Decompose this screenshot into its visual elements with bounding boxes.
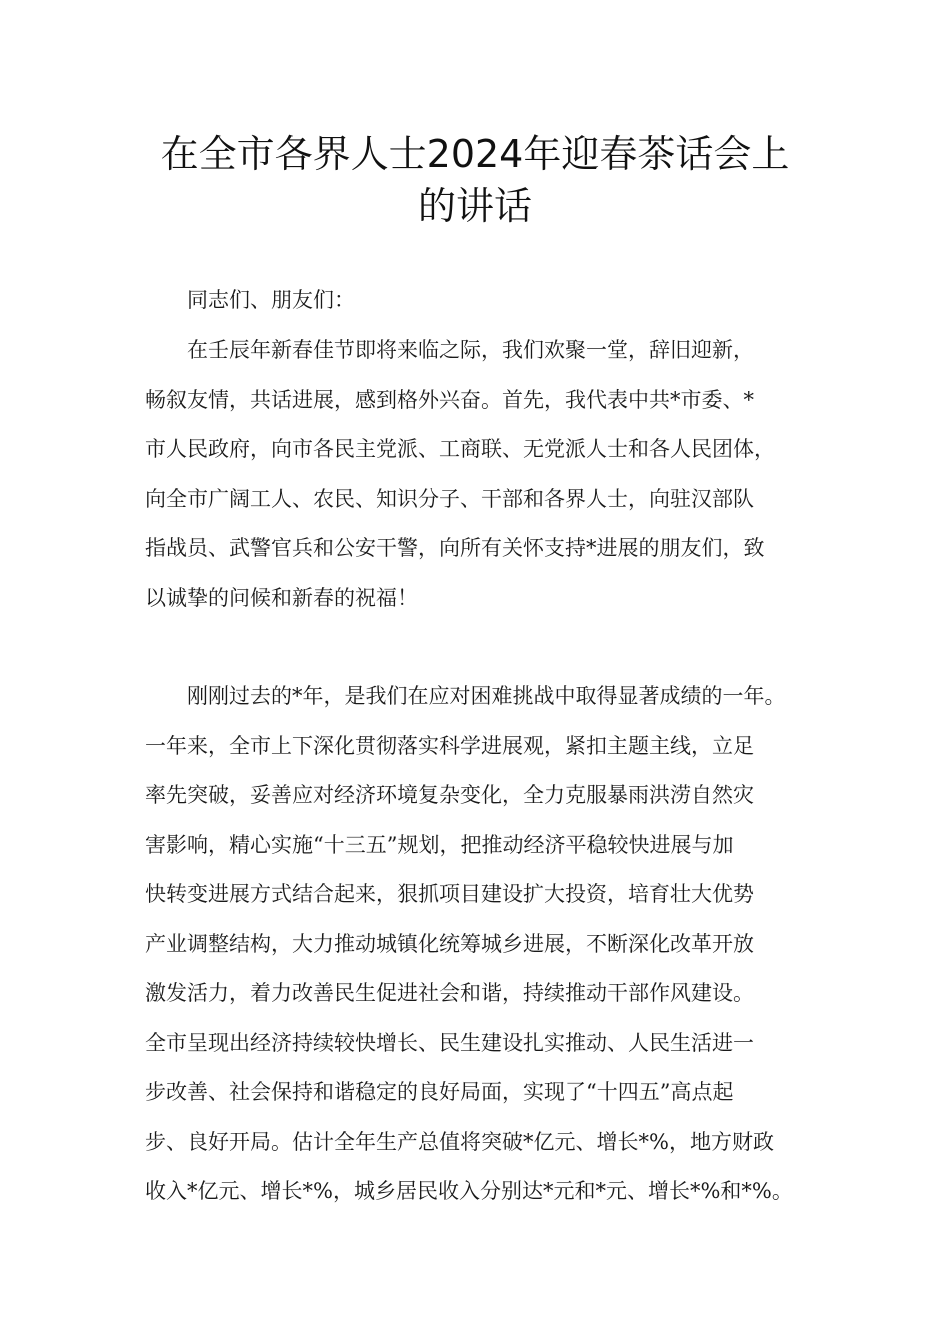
text-line: 步、良好开局。估计全年生产总值将突破*亿元、增长*%，地方财政 [145,1129,774,1154]
text-line: 向全市广阔工人、农民、知识分子、干部和各界人士，向驻汉部队 [145,486,754,511]
text-line: 一年来，全市上下深化贯彻落实科学进展观，紧扣主题主线，立足 [145,733,754,758]
text-line: 产业调整结构，大力推动城镇化统筹城乡进展，不断深化改革开放 [145,931,754,956]
text-line: 在壬辰年新春佳节即将来临之际，我们欢聚一堂，辞旧迎新， [187,338,754,362]
text-line: 害影响，精心实施“十三五”规划，把推动经济平稳较快进展与加 [145,832,734,857]
title-line: 的讲话 [417,184,532,228]
text-line: 畅叙友情，共话进展，感到格外兴奋。首先，我代表中共*市委、* [145,387,754,412]
document-title [100,128,850,232]
text-line: 刚刚过去的*年，是我们在应对困难挑战中取得显著成绩的一年。 [187,684,786,708]
title-line: 在全市各界人士2024年迎春茶话会上 [160,132,790,176]
text-line: 率先突破，妥善应对经济环境复杂变化，全力克服暴雨洪涝自然灾 [145,783,754,807]
body-paragraph [145,326,825,623]
greeting-paragraph [145,276,825,326]
text-line: 指战员、武警官兵和公安干警，向所有关怀支持*进展的朋友们，致 [145,536,765,560]
text-line: 步改善、社会保持和谐稳定的良好局面，实现了“十四五”高点起 [145,1080,734,1104]
text-line: 激发活力，着力改善民生促进社会和谐，持续推动干部作风建设。 [145,981,754,1005]
greeting-text: 同志们、朋友们： [187,288,355,312]
text-line: 全市呈现出经济持续较快增长、民生建设扎实推动、人民生活进一 [145,1030,754,1055]
text-line: 以诚挚的问候和新春的祝福！ [145,585,418,610]
body-paragraph [145,672,825,1217]
text-line: 市人民政府，向市各民主党派、工商联、无党派人士和各人民团体， [145,437,775,461]
text-line: 收入*亿元、增长*%，城乡居民收入分别达*元和*元、增长*%和*%。 [145,1179,793,1203]
text-line: 快转变进展方式结合起来，狠抓项目建设扩大投资，培育壮大优势 [145,882,754,906]
